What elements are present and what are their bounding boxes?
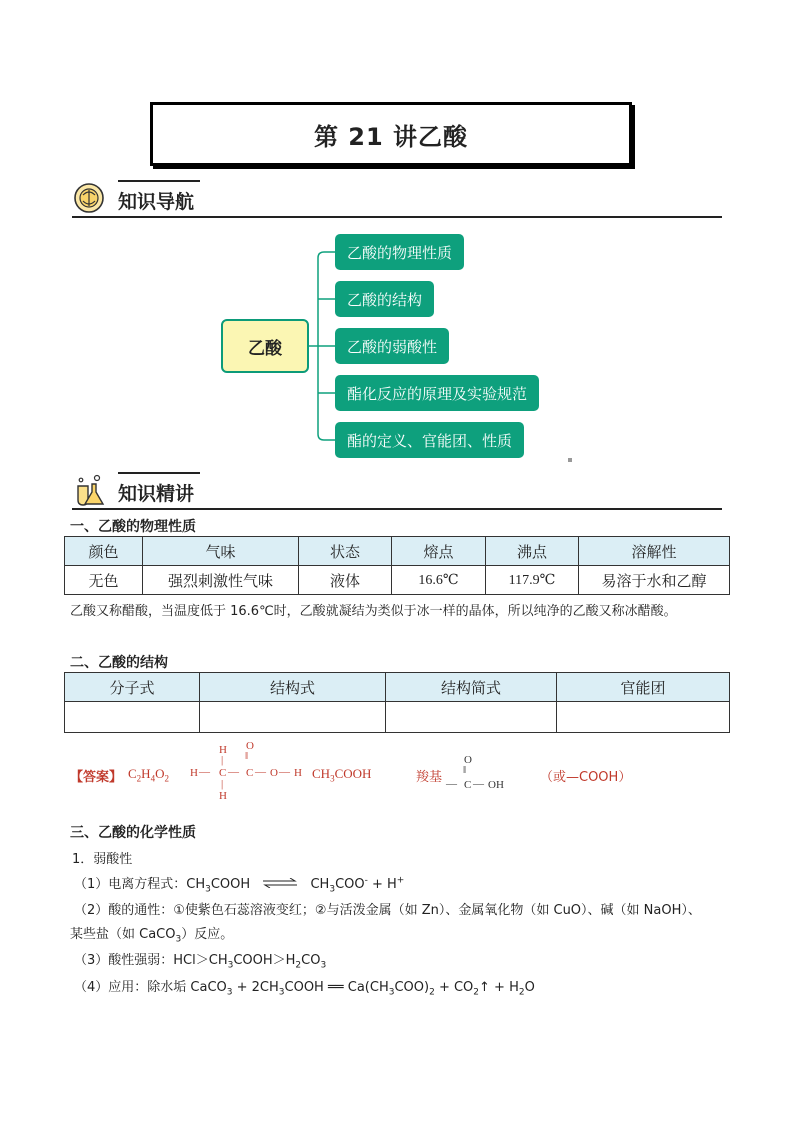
table-header-row xyxy=(65,537,730,566)
table-cell xyxy=(65,702,200,733)
table-row xyxy=(65,566,730,595)
table-header-cell: 沸点 xyxy=(486,537,579,566)
mindmap-branch-esterification: 酯化反应的原理及实验规范 xyxy=(335,375,539,411)
table-header-cell: 颜色 xyxy=(65,537,143,566)
acidity-item: 1．弱酸性 xyxy=(72,852,133,867)
section-header-lecture xyxy=(72,472,722,510)
table-header-cell: 结构简式 xyxy=(386,673,557,702)
mindmap-branch-ester: 酯的定义、官能团、性质 xyxy=(335,422,524,458)
functional-group-alt: （或—COOH） xyxy=(540,770,632,785)
table-cell xyxy=(557,702,730,733)
table-header-cell: 结构式 xyxy=(200,673,386,702)
section-title-lecture: 知识精讲 xyxy=(118,483,195,505)
carboxyl-structure: O ‖ — C — OH xyxy=(446,754,504,791)
chemical-heading: 三、乙酸的化学性质 xyxy=(70,825,196,841)
table-cell: 无色 xyxy=(65,566,143,595)
table-header-cell: 熔点 xyxy=(392,537,486,566)
physical-properties-table xyxy=(64,536,730,595)
table-header-cell: 气味 xyxy=(143,537,299,566)
section-title-nav: 知识导航 xyxy=(118,191,195,213)
mindmap-center: 乙酸 xyxy=(221,319,309,373)
structural-formula: H O | ‖ H — C — C — O — H | H xyxy=(190,740,302,802)
table-cell: 易溶于水和乙醇 xyxy=(579,566,730,595)
page-title: 第 21 讲乙酸 xyxy=(313,122,469,151)
molecular-formula: $C_2H_4O_2$ xyxy=(128,766,169,784)
table-header-cell: 官能团 xyxy=(557,673,730,702)
mindmap-branch-acidity: 乙酸的弱酸性 xyxy=(335,328,449,364)
acid-general-properties: （2）酸的通性：①使紫色石蕊溶液变红；②与活泼金属（如 Zn）、金属氧化物（如 CuO）、碱（如 NaOH）、 xyxy=(74,903,701,918)
table-cell xyxy=(200,702,386,733)
lab-flask-icon xyxy=(72,472,108,508)
mindmap-branch-structure: 乙酸的结构 xyxy=(335,281,434,317)
structure-table xyxy=(64,672,730,733)
table-header-cell: 分子式 xyxy=(65,673,200,702)
simple-formula: $CH_3COOH$ xyxy=(312,766,372,784)
acid-strength: （3）酸性强弱：$HCl>CH_3COOH>H_2CO_3$ xyxy=(74,953,327,971)
table-cell: 16.6℃ xyxy=(392,566,486,595)
table-header-cell: 溶解性 xyxy=(579,537,730,566)
header-overline xyxy=(118,472,200,474)
physical-note: 乙酸又称醋酸，当温度低于 16.6℃时，乙酸就凝结为类似于冰一样的晶体，所以纯净的乙酸又称冰醋酸。 xyxy=(70,604,677,619)
structure-answer xyxy=(70,740,730,806)
table-header-row xyxy=(65,673,730,702)
table-cell: 强烈刺激性气味 xyxy=(143,566,299,595)
functional-group-name: 羧基 xyxy=(416,770,443,785)
table-cell: 117.9℃ xyxy=(486,566,579,595)
physical-heading: 一、乙酸的物理性质 xyxy=(70,519,196,535)
acid-general-properties-cont: 某些盐（如 CaCO$_3$）反应。 xyxy=(70,927,234,945)
table-header-cell: 状态 xyxy=(299,537,392,566)
mindmap-branch-physical: 乙酸的物理性质 xyxy=(335,234,464,270)
table-row xyxy=(65,702,730,733)
table-cell xyxy=(386,702,557,733)
structure-heading: 二、乙酸的结构 xyxy=(70,655,168,671)
equilibrium-arrow-icon xyxy=(254,877,306,892)
descaling-application: （4）应用：除水垢 CaCO$_3$ + $2CH_3COOH$ ══ $Ca(CH_3COO)_2$ + $CO_2↑ + H_2O$ xyxy=(74,980,535,998)
ionization-equation: （1）电离方程式：$CH_3COOH$ $CH_3COO^- + H^+$ xyxy=(74,875,405,895)
answer-label: 【答案】 xyxy=(70,770,123,785)
table-cell: 液体 xyxy=(299,566,392,595)
